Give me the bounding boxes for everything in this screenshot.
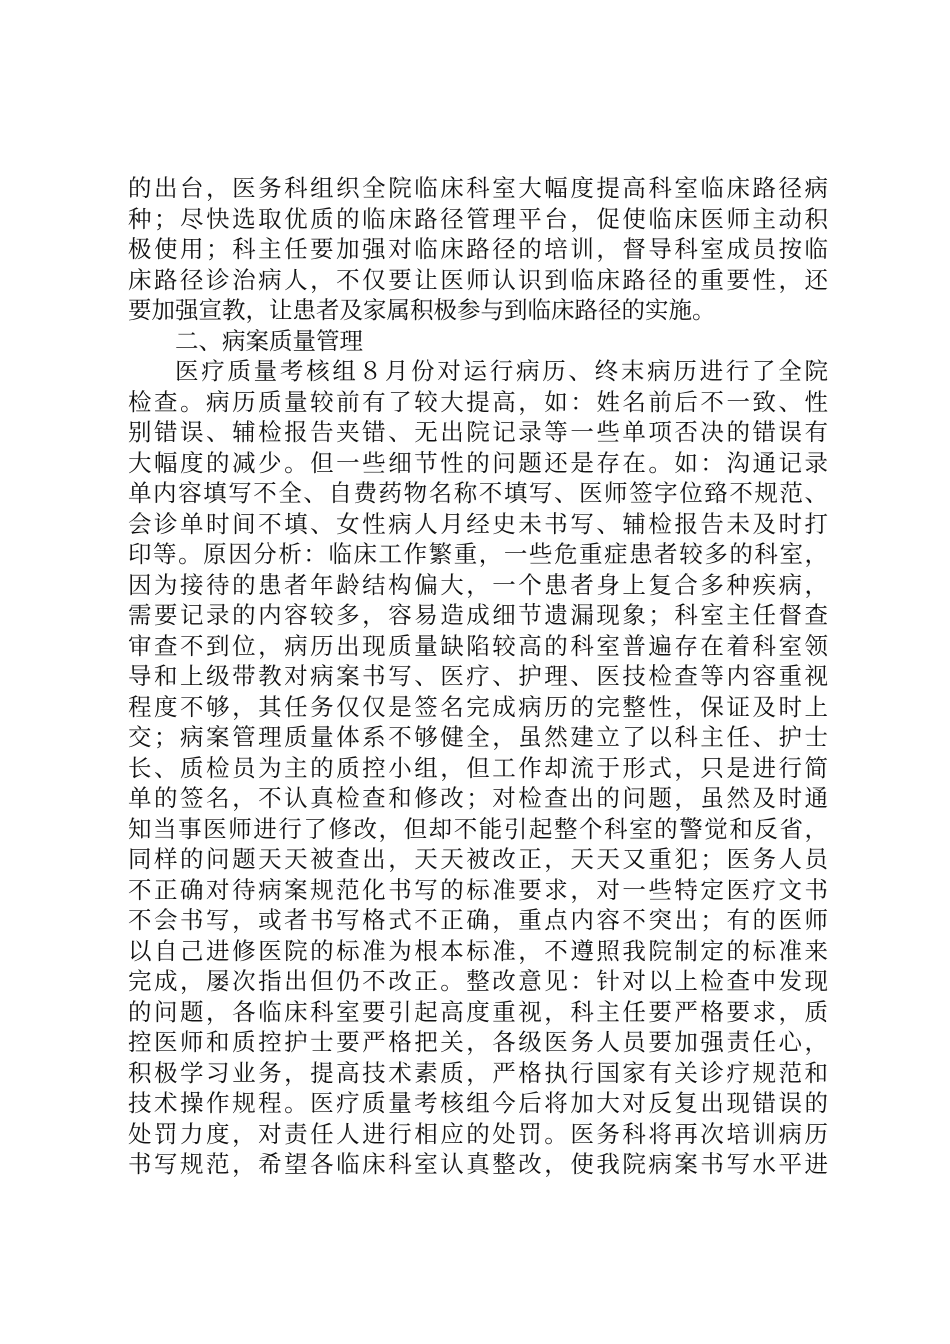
text-line: 长、质检员为主的质控小组，但工作却流于形式，只是进行简 — [128, 753, 828, 782]
text-line: 控医师和质控护士要严格把关，各级医务人员要加强责任心， — [128, 1028, 828, 1056]
text-line: 同样的问题天天被查出，天天被改正，天天又重犯；医务人员 — [128, 845, 828, 873]
text-line: 的问题，各临床科室要引起高度重视，科主任要严格要求，质 — [128, 997, 828, 1026]
text-line: 别错误、辅检报告夹错、无出院记录等一些单项否决的错误有 — [128, 418, 828, 446]
text-line: 单内容填写不全、自费药物名称不填写、医师签字位臵不规范、 — [128, 479, 828, 507]
text-line: 大幅度的减少。但一些细节性的问题还是存在。如：沟通记录 — [128, 448, 828, 477]
text-line: 印等。原因分析：临床工作繁重，一些危重症患者较多的科室， — [128, 540, 828, 568]
text-line: 积极学习业务，提高技术素质，严格执行国家有关诊疗规范和 — [128, 1058, 828, 1087]
text-line: 极使用；科主任要加强对临床路径的培训，督导科室成员按临 — [128, 235, 828, 263]
text-line: 技术操作规程。医疗质量考核组今后将加大对反复出现错误的 — [128, 1089, 828, 1117]
text-line: 完成，屡次指出但仍不改正。整改意见：针对以上检查中发现 — [128, 967, 828, 995]
text-line: 需要记录的内容较多，容易造成细节遗漏现象；科室主任督查 — [128, 601, 828, 629]
text-line: 处罚力度，对责任人进行相应的处罚。医务科将再次培训病历 — [128, 1119, 828, 1148]
paragraph-1 — [128, 173, 828, 326]
text-line: 因为接待的患者年龄结构偏大，一个患者身上复合多种疾病， — [128, 570, 828, 599]
text-line: 不会书写，或者书写格式不正确，重点内容不突出；有的医师 — [128, 906, 828, 934]
text-line: 检查。病历质量较前有了较大提高，如：姓名前后不一致、性 — [128, 387, 828, 416]
text-line: 单的签名，不认真检查和修改；对检查出的问题，虽然及时通 — [128, 784, 828, 812]
text-line: 医疗质量考核组８月份对运行病历、终末病历进行了全院 — [175, 357, 828, 385]
text-line: 知当事医师进行了修改，但却不能引起整个科室的警觉和反省， — [128, 814, 828, 843]
text-line: 的出台，医务科组织全院临床科室大幅度提高科室临床路径病 — [128, 174, 828, 202]
text-line: 导和上级带教对病案书写、医疗、护理、医技检查等内容重视 — [128, 662, 828, 690]
text-line: 会诊单时间不填、女性病人月经史未书写、辅检报告未及时打 — [128, 509, 828, 538]
text-line: 以自己进修医院的标准为根本标准，不遵照我院制定的标准来 — [128, 936, 828, 965]
text-line: 种；尽快选取优质的临床路径管理平台，促使临床医师主动积 — [128, 204, 828, 233]
text-line: 书写规范，希望各临床科室认真整改，使我院病案书写水平进 — [128, 1150, 828, 1178]
text-line: 床路径诊治病人，不仅要让医师认识到临床路径的重要性，还 — [128, 265, 828, 294]
text-line: 程度不够，其任务仅仅是签名完成病历的完整性，保证及时上 — [128, 692, 828, 721]
text-line: 交；病案管理质量体系不够健全，虽然建立了以科主任、护士 — [128, 723, 828, 751]
section-heading: 二、病案质量管理 — [175, 326, 363, 355]
text-line: 要加强宣教，让患者及家属积极参与到临床路径的实施。 — [128, 296, 716, 324]
paragraph-2 — [128, 356, 828, 1180]
text-line: 不正确对待病案规范化书写的标准要求，对一些特定医疗文书 — [128, 875, 828, 904]
text-line: 审查不到位，病历出现质量缺陷较高的科室普遍存在着科室领 — [128, 631, 828, 660]
document-body — [128, 173, 828, 1180]
